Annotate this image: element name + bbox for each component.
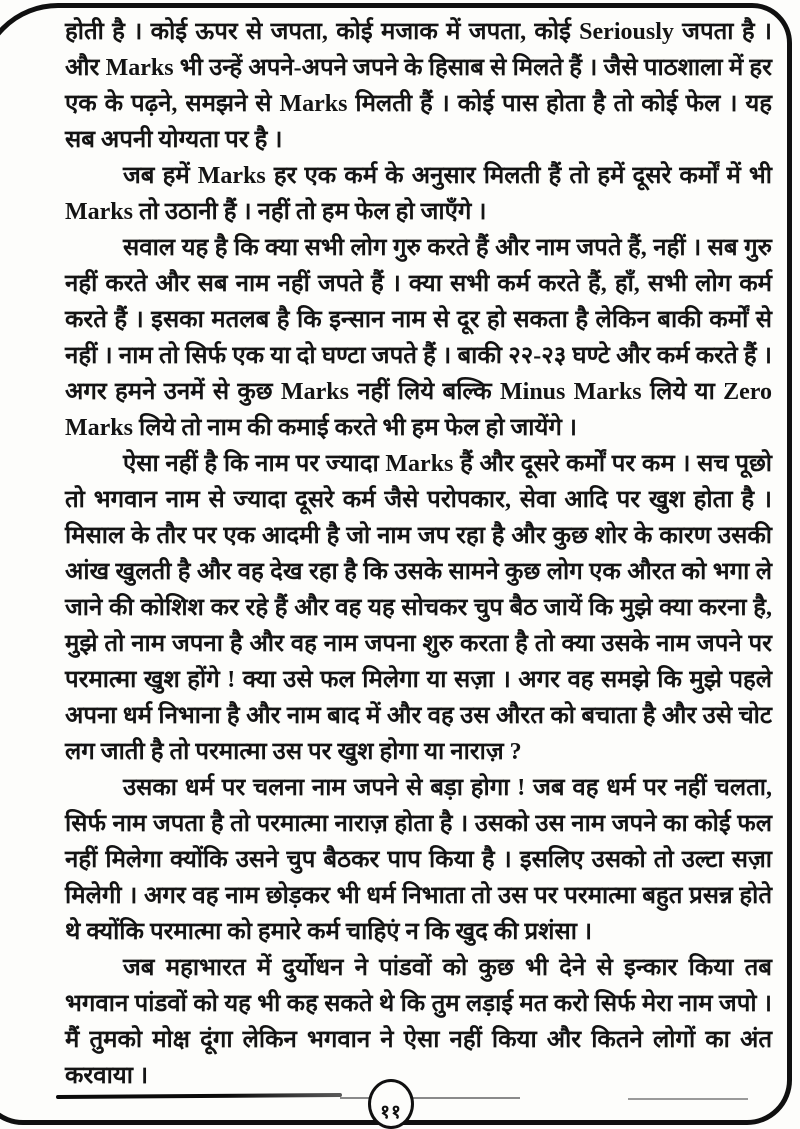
paragraph-3: सवाल यह है कि क्या सभी लोग गुरु करते हैं और नाम जपते हैं, नहीं । सब गुरु नहीं करते और सब नाम नहीं जपते हैं । क्या सभी कर्म करते हैं, हाँ, सभी लोग कर्म करते हैं । इसका मतलब है कि इन्सान नाम से दूर हो सकता है लेकिन बाकी कर्मों से नहीं । नाम तो सिर्फ एक या दो घण्टा जपते हैं । बाकी २२-२३ घण्टे और कर्म करते हैं । अगर हमने उनमें से कुछ Marks नहीं लिये बल्कि Minus Marks लिये या Zero Marks लिये तो नाम की कमाई करते भी हम फेल हो जायेंगे । bbox=[65, 235, 772, 441]
footer-rule-left bbox=[56, 1093, 342, 1099]
paragraph-2: जब हमें Marks हर एक कर्म के अनुसार मिलती हैं तो हमें दूसरे कर्मों में भी Marks तो उठानी हैं । नहीं तो हम फेल हो जाएँगे । bbox=[65, 163, 772, 225]
page-text bbox=[65, 14, 772, 1094]
paragraph-5: उसका धर्म पर चलना नाम जपने से बड़ा होगा ! जब वह धर्म पर नहीं चलता, सिर्फ नाम जपता है तो परमात्मा नाराज़ होता है । उसको उस नाम जपने का कोई फल नहीं मिलेगा क्योंकि उसने चुप बैठकर पाप किया है । इसलिए उसको तो उल्टा सज़ा मिलेगी । अगर वह नाम छोड़कर भी धर्म निभाता तो उस पर परमात्मा बहुत प्रसन्न होते थे क्योंकि परमात्मा को हमारे कर्म चाहिएं न कि खुद की प्रशंसा । bbox=[65, 775, 772, 945]
page-number: ११ bbox=[380, 1102, 402, 1123]
page-number-badge bbox=[368, 1079, 414, 1129]
paragraph-1: होती है । कोई ऊपर से जपता, कोई मजाक में जपता, कोई Seriously जपता है । और Marks भी उन्हें अपने-अपने जपने के हिसाब से मिलते हैं । जैसे पाठशाला में हर एक के पढ़ने, समझने से Marks मिलती हैं । कोई पास होता है तो कोई फेल । यह सब अपनी योग्यता पर है । bbox=[65, 19, 772, 153]
paragraph-4: ऐसा नहीं है कि नाम पर ज्यादा Marks हैं और दूसरे कर्मों पर कम । सच पूछो तो भगवान नाम से ज्यादा दूसरे कर्म जैसे परोपकार, सेवा आदि पर खुश होता है । मिसाल के तौर पर एक आदमी है जो नाम जप रहा है और कुछ शोर के कारण उसकी आंख खुलती है और वह देख रहा है कि उसके सामने कुछ लोग एक औरत को भगा ले जाने की कोशिश कर रहे हैं और वह यह सोचकर चुप बैठ जायें कि मुझे क्या करना है, मुझे तो नाम जपना है और वह नाम जपना शुरु करता है तो क्या उसके नाम जपने पर परमात्मा खुश होंगे ! क्या उसे फल मिलेगा या सज़ा । अगर वह समझे कि मुझे पहले अपना धर्म निभाना है और नाम बाद में और वह उस औरत को बचाता है और उसे चोट लग जाती है तो परमात्मा उस पर खुश होगा या नाराज़ ? bbox=[65, 451, 772, 765]
footer-rule-right bbox=[628, 1098, 748, 1100]
paragraph-6: जब महाभारत में दुर्योधन ने पांडवों को कुछ भी देने से इन्कार किया तब भगवान पांडवों को यह भी कह सकते थे कि तुम लड़ाई मत करो सिर्फ मेरा नाम जपो । मैं तुमको मोक्ष दूंगा लेकिन भगवान ने ऐसा नहीं किया और कितने लोगों का अंत करवाया । bbox=[65, 955, 772, 1089]
footer-rule-left-thin bbox=[340, 1097, 520, 1099]
